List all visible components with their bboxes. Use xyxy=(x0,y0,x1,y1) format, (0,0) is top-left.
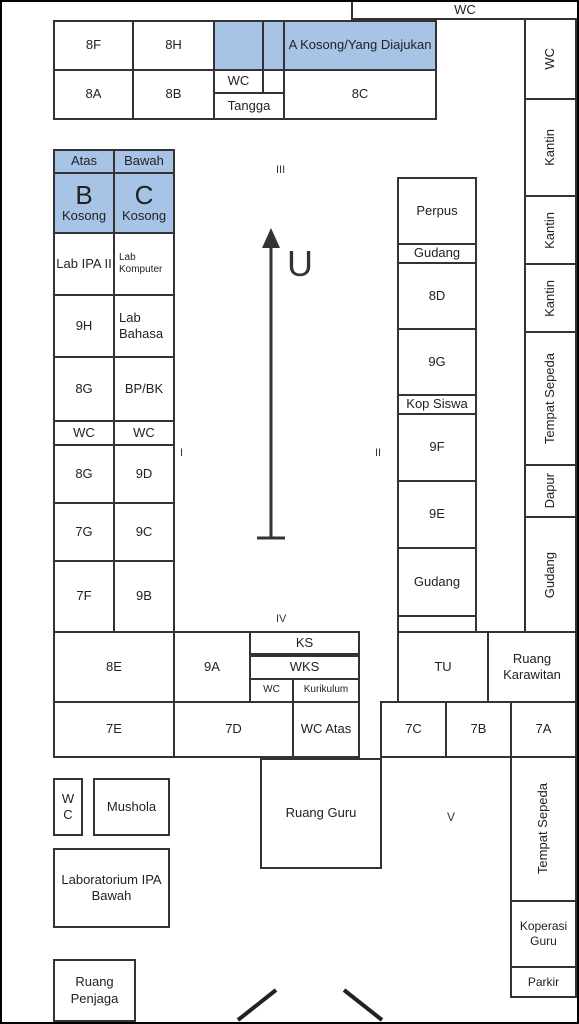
room-9a[interactable]: 9A xyxy=(173,631,251,703)
room-lab-komputer[interactable]: Lab Komputer xyxy=(113,232,175,296)
room-7b[interactable]: 7B xyxy=(445,701,512,758)
room-8a[interactable]: 8A xyxy=(53,69,134,120)
room-7f[interactable]: 7F xyxy=(53,560,115,633)
room-ruang-penjaga[interactable]: Ruang Penjaga xyxy=(53,959,136,1022)
area-label-ii: II xyxy=(375,447,382,459)
room-wc-ks[interactable]: WC xyxy=(249,678,294,703)
room-8e[interactable]: 8E xyxy=(53,631,175,703)
room-9d[interactable]: 9D xyxy=(113,444,175,504)
room-ruang-guru[interactable]: Ruang Guru xyxy=(260,758,382,869)
room-8f[interactable]: 8F xyxy=(53,20,134,71)
room-9c[interactable]: 9C xyxy=(113,502,175,562)
room-8d[interactable]: 8D xyxy=(397,262,477,330)
room-gudang-2[interactable]: Gudang xyxy=(397,547,477,617)
room-kop-siswa[interactable]: Kop Siswa xyxy=(397,394,477,415)
room-gudang-3[interactable] xyxy=(524,516,577,634)
room-tu[interactable]: TU xyxy=(397,631,489,703)
room-kantin-1[interactable] xyxy=(524,98,577,197)
room-wc-left-2[interactable]: WC xyxy=(113,420,175,446)
room-blue-small-1[interactable] xyxy=(213,20,264,71)
room-8c[interactable]: 8C xyxy=(283,69,437,120)
room-tempat-sepeda-2[interactable] xyxy=(510,756,577,902)
room-kantin-3-label: Kantin xyxy=(542,279,558,317)
area-label-i: I xyxy=(180,447,184,459)
north-label: U xyxy=(287,243,313,284)
room-wc-right-label: WC xyxy=(542,48,558,70)
room-kantin-2[interactable] xyxy=(524,195,577,265)
room-tempat-sepeda-1-label: Tempat Sepeda xyxy=(542,352,558,445)
area-label-iv: IV xyxy=(276,613,287,625)
room-dapur-label: Dapur xyxy=(542,473,558,509)
room-kantin-2-label: Kantin xyxy=(542,211,558,249)
room-7c[interactable]: 7C xyxy=(380,701,447,758)
room-c-kosong[interactable] xyxy=(113,172,175,234)
room-a-kosong[interactable]: A Kosong/Yang Diajukan xyxy=(283,20,437,71)
room-8g-lower[interactable]: 8G xyxy=(53,444,115,504)
header-bawah: Bawah xyxy=(113,149,175,174)
room-9e[interactable]: 9E xyxy=(397,480,477,549)
room-lab-ipa-2[interactable]: Lab IPA II xyxy=(53,232,115,296)
room-gudang-1[interactable]: Gudang xyxy=(397,243,477,264)
room-wc-top[interactable]: WC xyxy=(351,2,577,20)
room-ks[interactable]: KS xyxy=(249,631,360,655)
room-perpus[interactable]: Perpus xyxy=(397,177,477,245)
room-9b[interactable]: 9B xyxy=(113,560,175,633)
room-tangga[interactable]: Tangga xyxy=(213,92,285,120)
room-wc-small[interactable]: WC xyxy=(213,69,264,94)
room-9g[interactable]: 9G xyxy=(397,328,477,396)
room-wc-mushola[interactable]: W C xyxy=(53,778,83,836)
room-kantin-3[interactable] xyxy=(524,263,577,333)
area-label-v: V xyxy=(447,810,456,824)
room-ruang-karawitan[interactable]: Ruang Karawitan xyxy=(487,631,577,703)
room-gudang-3-label: Gudang xyxy=(542,551,558,599)
area-label-iii: III xyxy=(276,164,286,176)
room-c-letter: C xyxy=(134,179,154,210)
room-c-status: Kosong xyxy=(121,207,167,223)
room-kantin-1-label: Kantin xyxy=(542,129,558,166)
room-kurikulum[interactable]: Kurikulum xyxy=(292,678,360,703)
room-7g[interactable]: 7G xyxy=(53,502,115,562)
room-7e[interactable]: 7E xyxy=(53,701,175,758)
room-9h[interactable]: 9H xyxy=(53,294,115,358)
room-tempat-sepeda-1[interactable] xyxy=(524,331,577,466)
room-8b[interactable]: 8B xyxy=(132,69,215,120)
entrance-gate-icon xyxy=(232,982,392,1022)
room-b-letter: B xyxy=(75,179,93,210)
room-mushola[interactable]: Mushola xyxy=(93,778,170,836)
room-bp-bk[interactable]: BP/BK xyxy=(113,356,175,422)
room-wc-right[interactable] xyxy=(524,18,577,100)
room-b-status: Kosong xyxy=(61,207,107,223)
school-floor-map xyxy=(2,2,577,1022)
room-blue-small-2[interactable] xyxy=(262,20,285,71)
room-wks[interactable]: WKS xyxy=(249,655,360,680)
room-lab-ipa-bawah[interactable]: Laboratorium IPA Bawah xyxy=(53,848,170,928)
room-8g-upper[interactable]: 8G xyxy=(53,356,115,422)
room-7d[interactable]: 7D xyxy=(173,701,294,758)
north-arrow-icon xyxy=(252,224,292,544)
room-koperasi-guru[interactable]: Koperasi Guru xyxy=(510,900,577,968)
room-b-kosong[interactable] xyxy=(53,172,115,234)
room-lab-bahasa[interactable]: Lab Bahasa xyxy=(113,294,175,358)
room-8h[interactable]: 8H xyxy=(132,20,215,71)
room-parkir[interactable]: Parkir xyxy=(510,966,577,998)
room-9f[interactable]: 9F xyxy=(397,413,477,482)
room-7a[interactable]: 7A xyxy=(510,701,577,758)
room-wc-left-1[interactable]: WC xyxy=(53,420,115,446)
header-atas: Atas xyxy=(53,149,115,174)
room-tempat-sepeda-2-label: Tempat Sepeda xyxy=(535,783,551,875)
room-wc-atas[interactable]: WC Atas xyxy=(292,701,360,758)
room-dapur[interactable] xyxy=(524,464,577,518)
